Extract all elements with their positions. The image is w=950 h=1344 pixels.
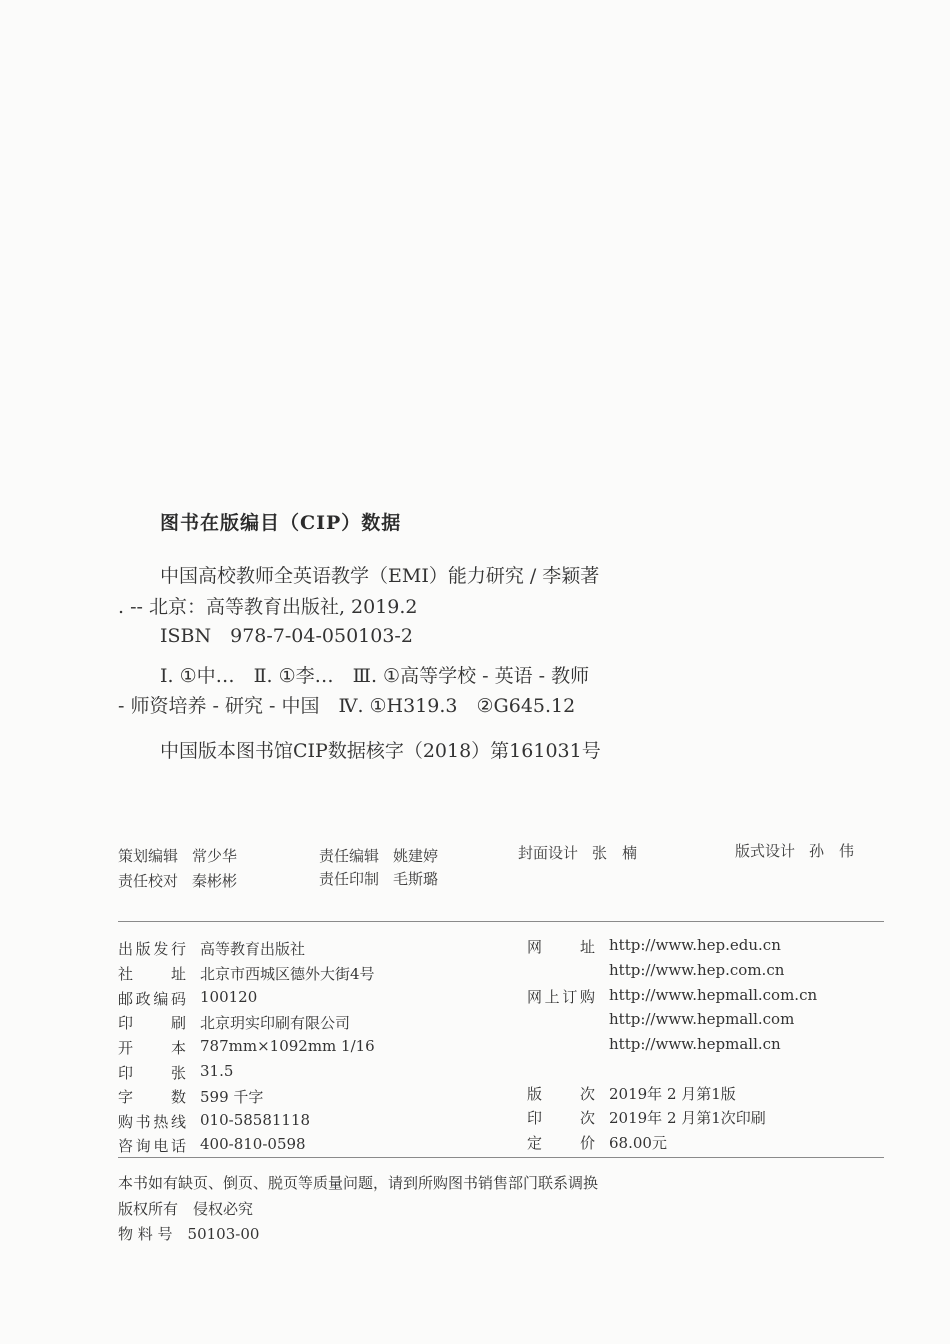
quality-notice: 本书如有缺页、倒页、脱页等质量问题，请到所购图书销售部门联系调换 xyxy=(118,1174,599,1192)
info-label: 网上订购 xyxy=(527,988,595,1006)
info-value: 高等教育出版社 xyxy=(200,940,306,958)
online-order-link[interactable]: http://www.hepmall.com.cn xyxy=(609,986,818,1004)
info-value: 2019年 2 月第1版 xyxy=(609,1085,736,1103)
credit-value: 常少华 xyxy=(192,847,238,865)
info-value: 787mm×1092mm 1/16 xyxy=(200,1037,375,1055)
credit-label: 责任校对 xyxy=(118,872,179,890)
info-label: 印 张 xyxy=(118,1064,186,1082)
info-value: 400-810-0598 xyxy=(200,1135,306,1153)
website-link[interactable]: http://www.hep.com.cn xyxy=(609,961,785,979)
info-value: 100120 xyxy=(200,988,258,1006)
credit-responsible-editor xyxy=(319,845,438,866)
info-label: 开 本 xyxy=(118,1039,186,1057)
online-order-link[interactable]: http://www.hepmall.com xyxy=(609,1010,795,1028)
credit-value: 孙 伟 xyxy=(809,842,855,860)
divider-bottom xyxy=(118,1157,884,1158)
online-order-link[interactable]: http://www.hepmall.cn xyxy=(609,1035,781,1053)
cip-subject-line-cont: - 师资培养 - 研究 - 中国 Ⅳ. ①H319.3 ②G645.12 xyxy=(118,695,576,717)
info-label: 印 刷 xyxy=(118,1014,186,1032)
credit-label: 版式设计 xyxy=(735,842,796,860)
cip-publisher-line: . -- 北京：高等教育出版社, 2019.2 xyxy=(118,596,418,618)
credit-value: 秦彬彬 xyxy=(192,872,238,890)
divider-top xyxy=(118,921,884,922)
material-number: 物 料 号 50103-00 xyxy=(118,1225,260,1243)
info-value: 北京市西城区德外大街4号 xyxy=(200,965,375,983)
credit-value: 毛斯璐 xyxy=(393,870,439,888)
info-label: 定 价 xyxy=(527,1134,595,1152)
price-value: 68.00元 xyxy=(609,1134,667,1152)
info-label: 咨询电话 xyxy=(118,1137,186,1155)
info-label: 字 数 xyxy=(118,1088,186,1106)
credit-layout-design xyxy=(735,840,854,861)
publisher-info xyxy=(118,938,478,1158)
credit-value: 张 楠 xyxy=(592,844,638,862)
info-label: 印 次 xyxy=(527,1109,595,1127)
cip-isbn-line: ISBN 978-7-04-050103-2 xyxy=(160,625,413,647)
info-value: 北京玥实印刷有限公司 xyxy=(200,1014,351,1032)
cip-subject-line: Ⅰ. ①中… Ⅱ. ①李… Ⅲ. ①高等学校 - 英语 - 教师 xyxy=(160,665,590,687)
credit-print-supervisor xyxy=(319,868,438,889)
info-label: 社 址 xyxy=(118,965,186,983)
info-value: 2019年 2 月第1次印刷 xyxy=(609,1109,766,1127)
copyright-notice: 版权所有 侵权必究 xyxy=(118,1200,254,1218)
credit-value: 姚建婷 xyxy=(393,847,439,865)
cip-heading: 图书在版编目（CIP）数据 xyxy=(160,512,402,534)
credit-label: 封面设计 xyxy=(518,844,579,862)
credit-label: 责任印制 xyxy=(319,870,380,888)
credit-label: 责任编辑 xyxy=(319,847,380,865)
info-value: 31.5 xyxy=(200,1062,234,1080)
cip-record-number: 中国版本图书馆CIP数据核字（2018）第161031号 xyxy=(160,740,601,762)
info-label: 邮政编码 xyxy=(118,990,186,1008)
info-value: 599 千字 xyxy=(200,1088,264,1106)
credit-planning-editor xyxy=(118,845,237,866)
credit-proofreader xyxy=(118,870,237,891)
web-info xyxy=(527,936,884,1156)
credit-label: 策划编辑 xyxy=(118,847,179,865)
info-label: 版 次 xyxy=(527,1085,595,1103)
info-label: 购书热线 xyxy=(118,1113,186,1131)
info-value: 010-58581118 xyxy=(200,1111,311,1129)
info-label: 出版发行 xyxy=(118,940,186,958)
info-label: 网 址 xyxy=(527,938,595,956)
credit-cover-design xyxy=(518,842,637,863)
website-link[interactable]: http://www.hep.edu.cn xyxy=(609,936,781,954)
cip-title-line: 中国高校教师全英语教学（EMI）能力研究 / 李颖著 xyxy=(160,565,600,587)
